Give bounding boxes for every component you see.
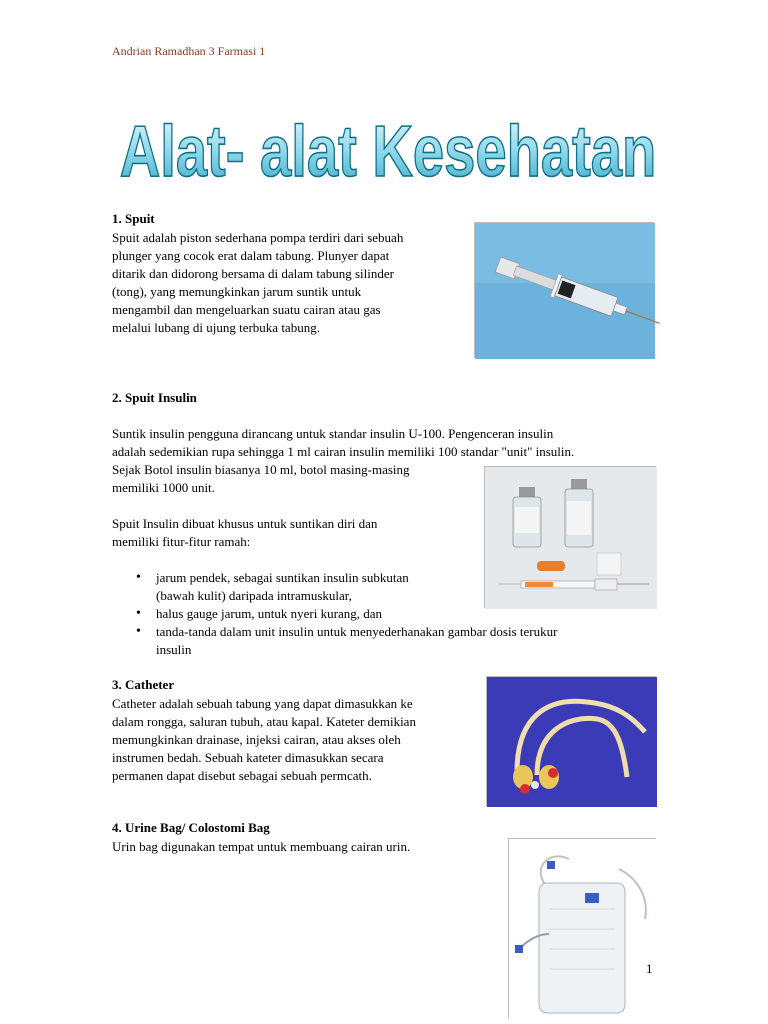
text-line: Spuit adalah piston sederhana pompa terdiri dari sebuah [112,230,404,245]
page-title [119,92,657,192]
header-author: Andrian Ramadhan 3 Farmasi 1 [112,44,266,58]
text-line: Sejak Botol insulin biasanya 10 ml, botol masing-masing [112,462,410,477]
text-line: dalam rongga, saluran tubuh, atau kapal. Kateter demikian [112,714,416,729]
urine-bag-image [508,838,656,1018]
section-heading-spuit-insulin: 2. Spuit Insulin [112,390,197,405]
text-line: Spuit Insulin dibuat khusus untuk suntikan diri dan [112,516,378,531]
page-title-text: Alat- alat Kesehatan [119,111,657,192]
urine-bag-paragraph [112,838,502,856]
page-number: 1 [646,961,653,976]
list-item-line: (bawah kulit) daripada intramuskular, [156,588,352,603]
list-item-line: • tanda-tanda dalam unit insulin untuk menyederhanakan gambar dosis terukur [156,624,558,639]
list-item-line: • jarum pendek, sebagai suntikan insulin subkutan [156,570,409,585]
spuit-insulin-paragraph-2 [112,515,472,551]
spuit-paragraph [112,229,472,337]
list-item-line: insulin [156,642,192,657]
text-line: memungkinkan drainase, injeksi cairan, atau akses oleh [112,732,401,747]
catheter-paragraph [112,695,472,785]
section-heading-urine-bag: 4. Urine Bag/ Colostomi Bag [112,820,270,835]
section-heading-catheter: 3. Catheter [112,677,175,692]
text-line: adalah sedemikian rupa sehingga 1 ml cairan insulin memiliki 100 standar "unit" insulin. [112,444,575,459]
insulin-syringe-image [484,466,656,608]
section-heading-spuit: 1. Spuit [112,211,155,226]
text-line: plunger yang cocok erat dalam tabung. Plunyer dapat [112,248,390,263]
catheter-image [486,676,656,806]
text-line: memiliki 1000 unit. [112,480,215,495]
text-line: memiliki fitur-fitur ramah: [112,534,251,549]
text-line: ditarik dan didorong bersama di dalam tabung silinder [112,266,394,281]
text-line: Suntik insulin pengguna dirancang untuk standar insulin U-100. Pengenceran insulin [112,426,554,441]
text-line: mengambil dan mengeluarkan suatu cairan atau gas [112,302,381,317]
text-line: permanen dapat disebut sebagai sebuah permcath. [112,768,372,783]
text-line: Catheter adalah sebuah tabung yang dapat dimasukkan ke [112,696,413,711]
text-line: (tong), yang memungkinkan jarum suntik untuk [112,284,362,299]
text-line: instrumen bedah. Sebuah kateter dimasukkan secara [112,750,384,765]
text-line: Urin bag digunakan tempat untuk membuang cairan urin. [112,839,411,854]
syringe-image [474,222,654,358]
list-item [136,623,656,659]
text-line: melalui lubang di ujung terbuka tabung. [112,320,320,335]
list-item-line: • halus gauge jarum, untuk nyeri kurang, dan [156,606,382,621]
